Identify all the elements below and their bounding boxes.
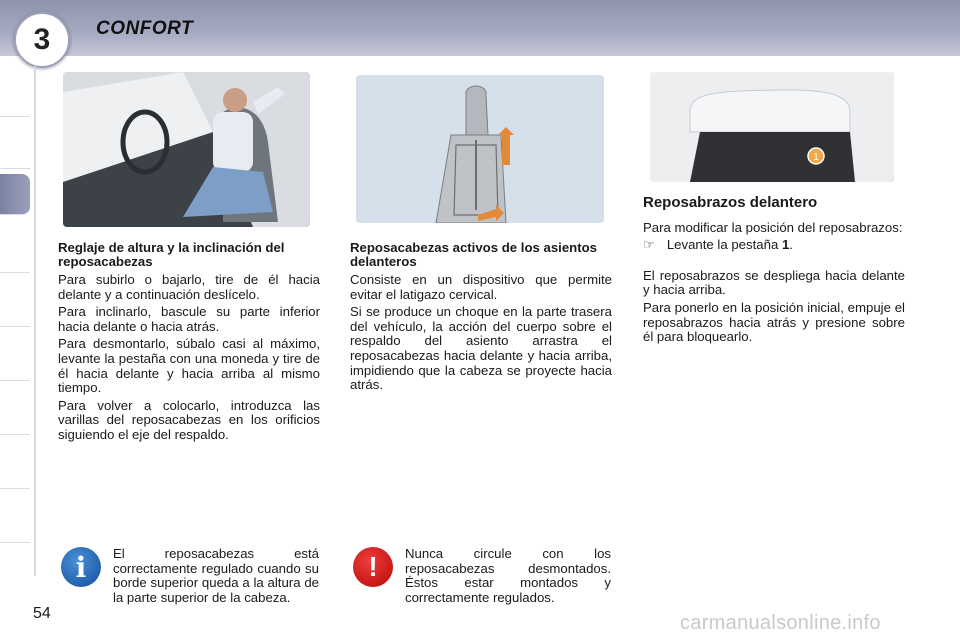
side-tab xyxy=(0,492,30,543)
section-heading: Reglaje de altura y la inclinación del reposacabezas xyxy=(58,240,285,269)
instruction-bullet xyxy=(643,238,905,253)
paragraph: Si se produce un choque en la parte trasera del vehículo, la acción del cuerpo sobre el respaldo del asiento arrastra el reposacabezas hacia delante y hacia arriba, impidiendo que la cabeza se proyecte hacia atrás. xyxy=(350,304,612,393)
side-tab xyxy=(0,438,30,489)
chapter-number: 3 xyxy=(33,23,51,56)
paragraph: Para desmontarlo, súbalo casi al máximo, levante la pestaña con una moneda y tire de él hacia delante y hacia arriba al mismo tiempo. xyxy=(58,336,320,396)
side-tab xyxy=(0,118,30,169)
chapter-header xyxy=(0,0,960,56)
paragraph: Para subirlo o bajarlo, tire de él hacia delante y a continuación deslícelo. xyxy=(58,272,320,302)
side-tab xyxy=(0,330,30,381)
paragraph: Para ponerlo en la posición inicial, empuje el reposabrazos hacia atrás y presione sobre él para bloquearlo. xyxy=(643,299,905,345)
paragraph: Para modificar la posición del reposabrazos: xyxy=(643,219,903,235)
paragraph: Consiste en un dispositivo que permite evitar el latigazo cervical. xyxy=(350,272,612,302)
side-tab xyxy=(0,222,30,273)
paragraph: Para inclinarlo, bascule su parte inferior hacia delante o hacia atrás. xyxy=(58,304,320,334)
armrest-section xyxy=(643,196,905,348)
info-icon: i xyxy=(61,547,101,587)
section-heading: Reposacabezas activos de los asientos delanteros xyxy=(350,240,598,269)
headrest-adjust-photo xyxy=(63,72,310,227)
chapter-number-badge xyxy=(14,12,70,68)
section-heading: Reposabrazos delantero xyxy=(643,194,818,211)
watermark-text: carmanualsonline.info xyxy=(680,612,881,634)
headrest-adjust-section xyxy=(58,241,320,446)
active-headrest-diagram xyxy=(356,75,604,223)
warning-note: Nunca circule con los reposacabezas desmontados. Éstos estar montados y correctamente regulados. xyxy=(405,546,611,605)
paragraph: Para volver a colocarlo, introduzca las varillas del reposacabezas en los orificios siguiendo el eje del respaldo. xyxy=(58,397,320,442)
pointing-hand-icon: ☞ xyxy=(643,237,655,253)
side-tab-strip xyxy=(0,66,36,576)
active-headrest-section xyxy=(350,241,612,396)
armrest-callout-label: 1 xyxy=(813,152,819,163)
warning-icon: ! xyxy=(353,547,393,587)
page-number: 54 xyxy=(33,605,51,622)
side-tab-active xyxy=(0,174,30,215)
bullet-ref: 1 xyxy=(781,237,790,253)
paragraph: El reposabrazos se despliega hacia delante y hacia arriba. xyxy=(643,267,905,298)
side-tab xyxy=(0,384,30,435)
side-tab xyxy=(0,276,30,327)
info-note: El reposacabezas está correctamente regulado cuando su borde superior queda a la altura de la parte superior de la cabeza. xyxy=(113,546,319,605)
bullet-text: Levante la pestaña 1. xyxy=(666,237,793,253)
front-armrest-photo xyxy=(650,72,894,182)
side-tab xyxy=(0,66,30,117)
chapter-title: CONFORT xyxy=(96,18,194,39)
